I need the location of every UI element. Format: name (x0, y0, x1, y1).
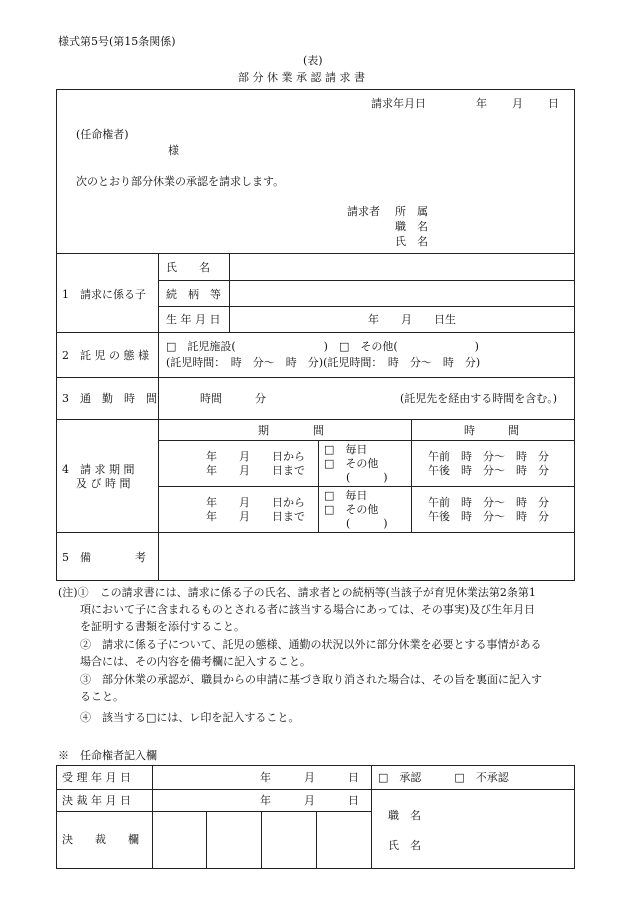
note-3b: ること。 (80, 690, 124, 703)
requester-post: 職 名 (395, 220, 428, 233)
received-date-value: 年 月 日 (260, 771, 359, 784)
row4-am-1: 午前 時 分～ 時 分 (428, 450, 549, 463)
approval-options: □ 承認 □ 不承認 (378, 771, 509, 784)
request-date-day: 日 (548, 97, 559, 110)
note-1b: 項において子に含まれるものとされる者に該当する場合にあっては、その事実)及び生年月日 (80, 603, 536, 616)
row4-label-2: 及 び 時 間 (76, 477, 131, 490)
appointer-post: 職 名 (388, 809, 421, 822)
appointer-name: 氏 名 (388, 839, 421, 852)
row5-label: 5 備 考 (62, 551, 146, 564)
row1-birthdate-value: 年 月 日生 (368, 313, 456, 326)
row1-child-name: 氏 名 (166, 261, 210, 274)
row4-paren-1: ( ) (346, 471, 388, 484)
page-title: 部 分 休 業 承 認 請 求 書 (238, 71, 365, 84)
row4-am-2: 午前 時 分～ 時 分 (428, 496, 549, 509)
appointer-label: (任命権者) (76, 128, 129, 141)
row2-line1: □ 託児施設( ) □ その他( ) (166, 340, 479, 353)
note-1a: (注)① この請求書には、請求に係る子の氏名、請求者との続柄等(当該子が育児休業法第2条第1 (58, 586, 536, 599)
kessai-label: 決 裁 欄 (62, 833, 139, 846)
row4-to-1: 年 月 日まで (206, 464, 305, 477)
request-date-label: 請求年月日 (371, 97, 426, 110)
requester-label: 請求者 (347, 205, 380, 218)
row4-label-1: 4 請 求 期 間 (62, 463, 135, 476)
intro-text: 次のとおり部分休業の承認を請求します。 (76, 175, 285, 188)
note-3a: ③ 部分休業の承認が、職員からの申請に基づき取り消された場合は、その旨を裏面に記入す (80, 673, 542, 686)
note-4: ④ 該当する□には、レ印を記入すること。 (80, 711, 300, 724)
requester-dept: 所 属 (395, 205, 428, 218)
row4-daily-2: □ 毎日 (324, 489, 368, 502)
row3-label: 3 通 勤 時 間 (62, 392, 157, 405)
request-date-month: 月 (512, 97, 523, 110)
row4-from-2: 年 月 日から (206, 496, 305, 509)
row4-other-2: □ その他 (324, 503, 379, 516)
note-2a: ② 請求に係る子について、託児の態様、通勤の状況以外に部分休業を必要とする事情がある (80, 638, 542, 651)
row4-paren-2: ( ) (346, 517, 388, 530)
note-2b: 場合には、その内容を備考欄に記入すること。 (80, 655, 311, 668)
row4-period-header: 期 間 (258, 424, 324, 437)
row2-label: 2 託 児 の 態 様 (62, 349, 149, 362)
appointer-section-title: ※ 任命権者記入欄 (58, 749, 157, 762)
decided-date-label: 決 裁 年 月 日 (62, 794, 131, 807)
received-date-label: 受 理 年 月 日 (62, 771, 131, 784)
row3-commute-time: 時間 分 (200, 392, 266, 405)
request-date-year: 年 (476, 97, 487, 110)
decided-date-value: 年 月 日 (260, 794, 359, 807)
row4-other-1: □ その他 (324, 457, 379, 470)
row1-birthdate: 生 年 月 日 (166, 313, 221, 326)
row2-line2: (託児時間： 時 分～ 時 分)(託児時間： 時 分～ 時 分) (166, 356, 481, 369)
row4-to-2: 年 月 日まで (206, 510, 305, 523)
row4-daily-1: □ 毎日 (324, 443, 368, 456)
requester-name: 氏 名 (395, 235, 428, 248)
row1-label: 1 請求に係る子 (62, 288, 146, 301)
row3-note: (託児先を経由する時間を含む。) (400, 392, 558, 405)
row4-from-1: 年 月 日から (206, 450, 305, 463)
form-side: (表) (303, 54, 323, 67)
row4-time-header: 時 間 (464, 424, 519, 437)
row1-relation: 続 柄 等 (166, 288, 221, 301)
form-number: 様式第5号(第15条関係) (58, 35, 176, 48)
appointer-sama: 様 (168, 144, 179, 157)
row4-pm-2: 午後 時 分～ 時 分 (428, 510, 549, 523)
note-1c: を証明する書類を添付すること。 (80, 620, 245, 633)
row4-pm-1: 午後 時 分～ 時 分 (428, 464, 549, 477)
